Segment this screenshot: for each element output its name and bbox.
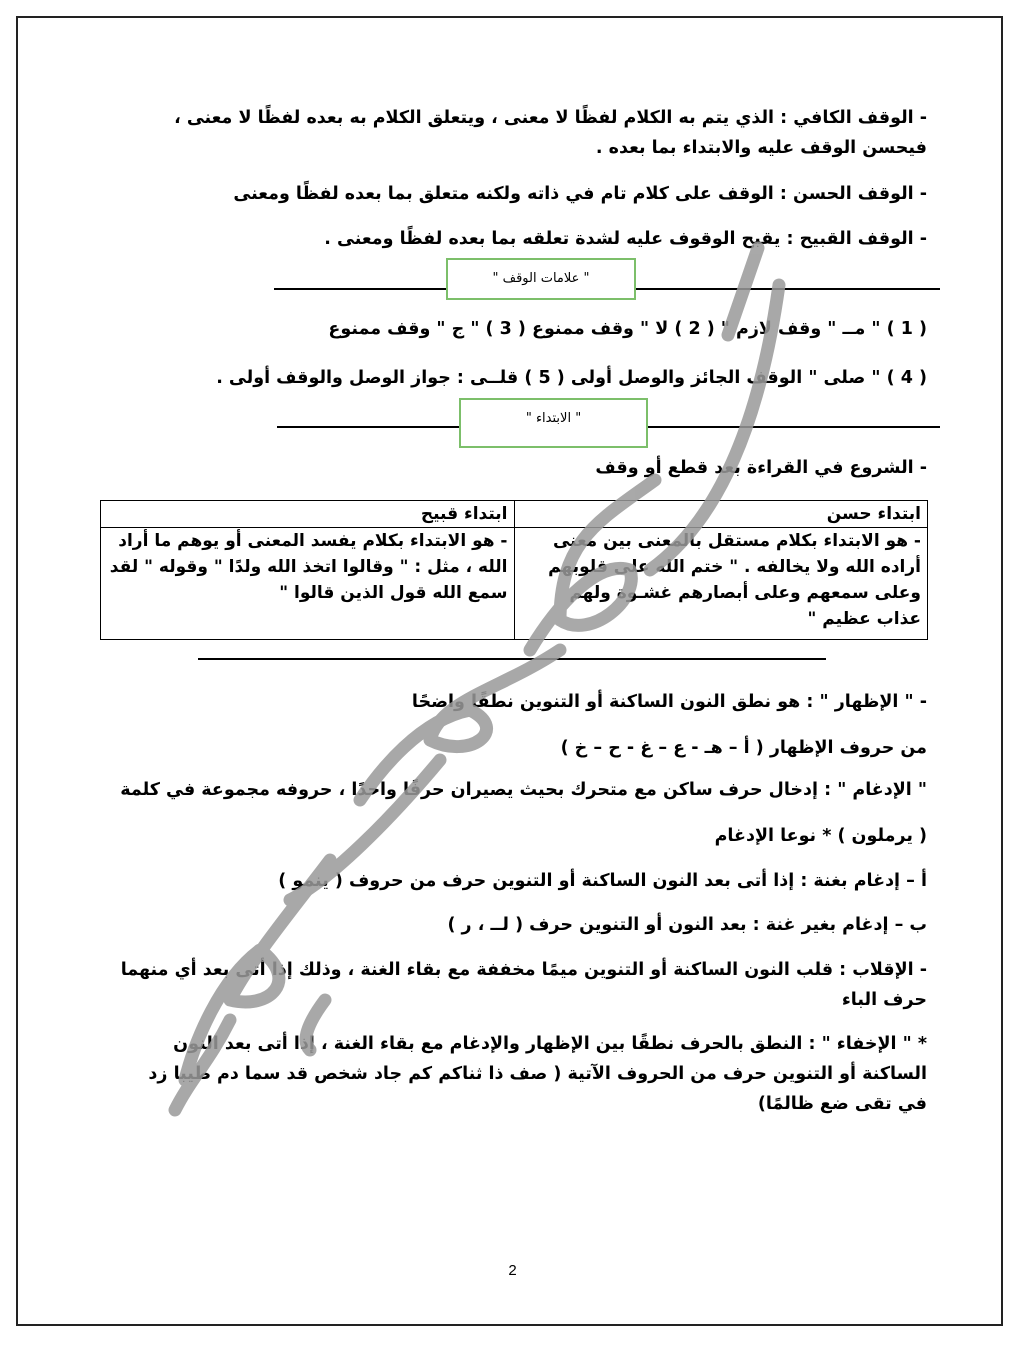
waqf-signs-line-1: ( 1 ) " مــ " وقف لازم " ( 2 ) لا " وقف ممنوع ( 3 ) " ج " وقف ممنوع [328,319,927,339]
ibtida-definition: - الشروع في القراءة بعد قطع أو وقف [595,458,927,478]
section-title-waqf-signs: " علامات الوقف " [446,258,636,300]
idgham-without-ghunna: ب – إدغام بغير غنة : بعد النون أو التنوين حرف ( لــ ، ر ) [447,915,927,935]
waqf-kafi-paragraph: - الوقف الكافي : الذي يتم به الكلام لفظًا لا معنى ، ويتعلق الكلام به بعده لفظًا لا معنى ، فيحسن الوقف عليه والابتداء بما بعده . [174,108,927,158]
izhar-definition: - " الإظهار " : هو نطق النون الساكنة أو التنوين نطقًا واضحًا [411,692,927,712]
table-header-qabih: ابتداء قبيح [101,501,515,528]
waqf-qabih-paragraph: - الوقف القبيح : يقبح الوقوف عليه لشدة تعلقه بما بعده لفظًا ومعنى . [324,229,927,249]
ibtida-comparison-table [100,500,928,640]
idgham-word: ( يرملون ) * نوعا الإدغام [714,826,927,846]
izhar-letters: من حروف الإظهار ( أ – هـ - ع – غ - ح – خ ) [560,738,927,758]
waqf-signs-line-2: ( 4 ) " صلى " الوقف الجائز والوصل أولى ( 5 ) قلــى : جواز الوصل والوقف أولى . [216,368,927,388]
page-border [16,16,1003,1326]
table-row [101,528,928,640]
page-number: 2 [508,1262,517,1279]
ikhfa-definition: * " الإخفاء " : النطق بالحرف نطقًا بين الإظهار والإدغام مع بقاء الغنة ، إذا أتى بعد النون الساكنة أو التنوين حرف من الحروف الآتية ( صف ذا ثناكم كم جاد شخص قد سما دم طيبا زد في تقى ضع ظالمًا) [148,1034,927,1114]
iqlab-definition: - الإقلاب : قلب النون الساكنة أو التنوين ميمًا مخففة مع بقاء الغنة ، وذلك إذا أتى بعد أي منهما حرف الباء [120,960,927,1010]
section-title-ibtida: " الابتداء " [459,398,648,448]
idgham-with-ghunna: أ – إدغام بغنة : إذا أتى بعد النون الساكنة أو التنوين حرف من حروف ( ينمو ) [278,871,927,891]
section-divider-tajweed [198,658,826,660]
table-header-hasan: ابتداء حسن [514,501,928,528]
table-cell-hasan: - هو الابتداء بكلام مستقل بالمعنى بين معنى أراده الله ولا يخالفه . " ختم الله على قلوبهم وعلى سمعهم وعلى أبصارهم غشـوة ولهم عذاب عظيم " [514,528,928,640]
table-header-row [101,501,928,528]
idgham-definition: " الإدغام " : إدخال حرف ساكن مع متحرك بحيث يصيران حرفًا واحدًا ، حروفه مجموعة في كلمة [120,780,927,800]
waqf-hasan-paragraph: - الوقف الحسن : الوقف على كلام تام في ذاته ولكنه متعلق بما بعده لفظًا ومعنى [233,184,927,204]
table-cell-qabih: - هو الابتداء بكلام يفسد المعنى أو يوهم ما أراد الله ، مثل : " وقالوا اتخذ الله ولدًا " وقوله " لقد سمع الله قول الذين قالوا " [101,528,515,640]
